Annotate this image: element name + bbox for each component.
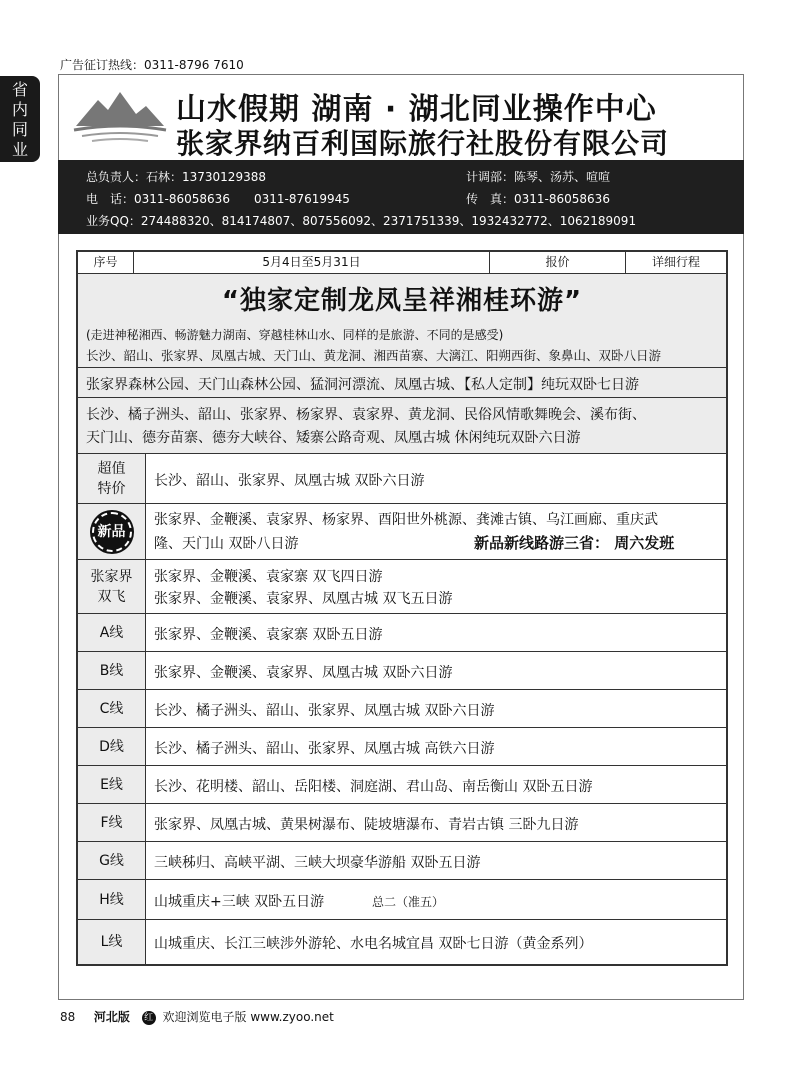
ad-header bbox=[58, 74, 744, 160]
fly-label: 张家界 双飞 bbox=[78, 560, 146, 613]
line-label: F线 bbox=[78, 804, 146, 841]
line-label: D线 bbox=[78, 728, 146, 765]
feature-route: 长沙、韶山、张家界、凤凰古城、天门山、黄龙洞、湘西苗寨、大漓江、阳朔西街、象鼻山、双卧八日游 bbox=[86, 348, 662, 363]
mountain-logo-icon bbox=[72, 86, 168, 146]
line-route: 山城重庆、长江三峡涉外游轮、水电名城宜昌 双卧七日游（黄金系列） bbox=[154, 936, 593, 952]
line-route: 张家界、金鞭溪、袁家界、凤凰古城 双卧六日游 bbox=[154, 665, 453, 681]
qq-contact: 业务QQ：274488320、814174807、807556092、2371751339、1932432772、1062189091 bbox=[86, 214, 637, 228]
page-footer bbox=[60, 1008, 334, 1025]
ad-hotline: 广告征订热线：0311-8796 7610 bbox=[60, 58, 244, 72]
table-header bbox=[78, 252, 726, 274]
line-route: 三峡秭归、高峡平湖、三峡大坝豪华游船 双卧五日游 bbox=[154, 855, 481, 871]
leisure-route-line1: 长沙、橘子洲头、韶山、张家界、杨家界、袁家界、黄龙洞、民俗风情歌舞晚会、溪布街、 bbox=[86, 407, 646, 423]
fly-row bbox=[78, 560, 726, 614]
line-label: A线 bbox=[78, 614, 146, 651]
agency-title: 山水假期 湖南 · 湖北同业操作中心 bbox=[176, 92, 657, 127]
feature-subtitle: (走进神秘湘西、畅游魅力湖南、穿越桂林山水、同样的是旅游、不同的是感受) bbox=[86, 328, 504, 342]
line-label: H线 bbox=[78, 880, 146, 919]
manager-contact: 总负责人：石林：13730129388 bbox=[86, 170, 266, 184]
side-tab-char: 业 bbox=[11, 140, 28, 159]
new-route-note: 新品新线路游三省： 周六发班 bbox=[474, 534, 675, 552]
dispatch-contact: 计调部：陈琴、汤苏、喧喧 bbox=[466, 170, 611, 184]
leisure-row bbox=[78, 398, 726, 454]
new-badge-icon: 新品 bbox=[92, 512, 132, 552]
line-label: C线 bbox=[78, 690, 146, 727]
line-row-a bbox=[78, 614, 726, 652]
fly-route-line2: 张家界、金鞭溪、袁家界、凤凰古城 双飞五日游 bbox=[154, 591, 453, 607]
line-label: G线 bbox=[78, 842, 146, 879]
tour-table bbox=[76, 250, 728, 966]
value-label: 超值 特价 bbox=[78, 454, 146, 503]
value-route: 长沙、韶山、张家界、凤凰古城 双卧六日游 bbox=[154, 473, 425, 489]
line-row-f bbox=[78, 804, 726, 842]
side-tab-province bbox=[0, 76, 40, 162]
line-route: 张家界、凤凰古城、黄果树瀑布、陡坡塘瀑布、青岩古镇 三卧九日游 bbox=[154, 817, 579, 833]
line-label: E线 bbox=[78, 766, 146, 803]
header-itinerary: 详细行程 bbox=[651, 255, 700, 269]
line-row-d bbox=[78, 728, 726, 766]
line-label: L线 bbox=[78, 920, 146, 964]
line-row-g bbox=[78, 842, 726, 880]
line-schedule: 总二（准五） bbox=[372, 895, 445, 909]
line-route: 张家界、金鞭溪、袁家寨 双卧五日游 bbox=[154, 627, 383, 643]
page-number: 88 bbox=[60, 1010, 76, 1024]
new-route-line2: 隆、天门山 双卧八日游 bbox=[154, 536, 299, 552]
side-tab-char: 同 bbox=[11, 120, 28, 139]
contact-bar bbox=[58, 160, 744, 234]
line-row-e bbox=[78, 766, 726, 804]
line-row-h bbox=[78, 880, 726, 920]
new-row bbox=[78, 504, 726, 560]
new-route-line1: 张家界、金鞭溪、袁家界、杨家界、酉阳世外桃源、龚滩古镇、乌江画廊、重庆武 bbox=[154, 512, 658, 528]
brand-logo-icon: 红 bbox=[142, 1011, 156, 1025]
header-date: 5月4日至5月31日 bbox=[134, 252, 490, 273]
side-tab-char: 内 bbox=[11, 100, 28, 119]
website-link[interactable]: 欢迎浏览电子版 www.zyoo.net bbox=[162, 1010, 334, 1024]
line-label: B线 bbox=[78, 652, 146, 689]
company-name: 张家界纳百利国际旅行社股份有限公司 bbox=[176, 127, 670, 160]
forest-route: 张家界森林公园、天门山森林公园、猛洞河漂流、凤凰古城、【私人定制】纯玩双卧七日游 bbox=[86, 377, 639, 393]
phone-contact: 电 话：0311-86058636 0311-87619945 bbox=[86, 192, 350, 206]
side-tab-char: 省 bbox=[11, 80, 28, 99]
feature-title: “独家定制龙凤呈祥湘桂环游” bbox=[221, 286, 583, 316]
header-serial: 序号 bbox=[78, 252, 134, 273]
line-route: 长沙、花明楼、韶山、岳阳楼、洞庭湖、君山岛、南岳衡山 双卧五日游 bbox=[154, 779, 593, 795]
forest-row bbox=[78, 368, 726, 398]
line-row-b bbox=[78, 652, 726, 690]
edition-label: 河北版 bbox=[93, 1010, 130, 1024]
value-row bbox=[78, 454, 726, 504]
fax-contact: 传 真：0311-86058636 bbox=[466, 192, 610, 206]
line-route: 长沙、橘子洲头、韶山、张家界、凤凰古城 双卧六日游 bbox=[154, 703, 495, 719]
leisure-route-line2: 天门山、德夯苗寨、德夯大峡谷、矮寨公路奇观、凤凰古城 休闲纯玩双卧六日游 bbox=[86, 430, 581, 446]
feature-section bbox=[78, 274, 726, 368]
line-row-c bbox=[78, 690, 726, 728]
line-row-l bbox=[78, 920, 726, 964]
fly-route-line1: 张家界、金鞭溪、袁家寨 双飞四日游 bbox=[154, 569, 383, 585]
line-route: 长沙、橘子洲头、韶山、张家界、凤凰古城 高铁六日游 bbox=[154, 741, 495, 757]
new-label bbox=[78, 504, 146, 559]
line-route: 山城重庆+三峡 双卧五日游 bbox=[154, 894, 325, 910]
header-price: 报价 bbox=[490, 252, 626, 273]
